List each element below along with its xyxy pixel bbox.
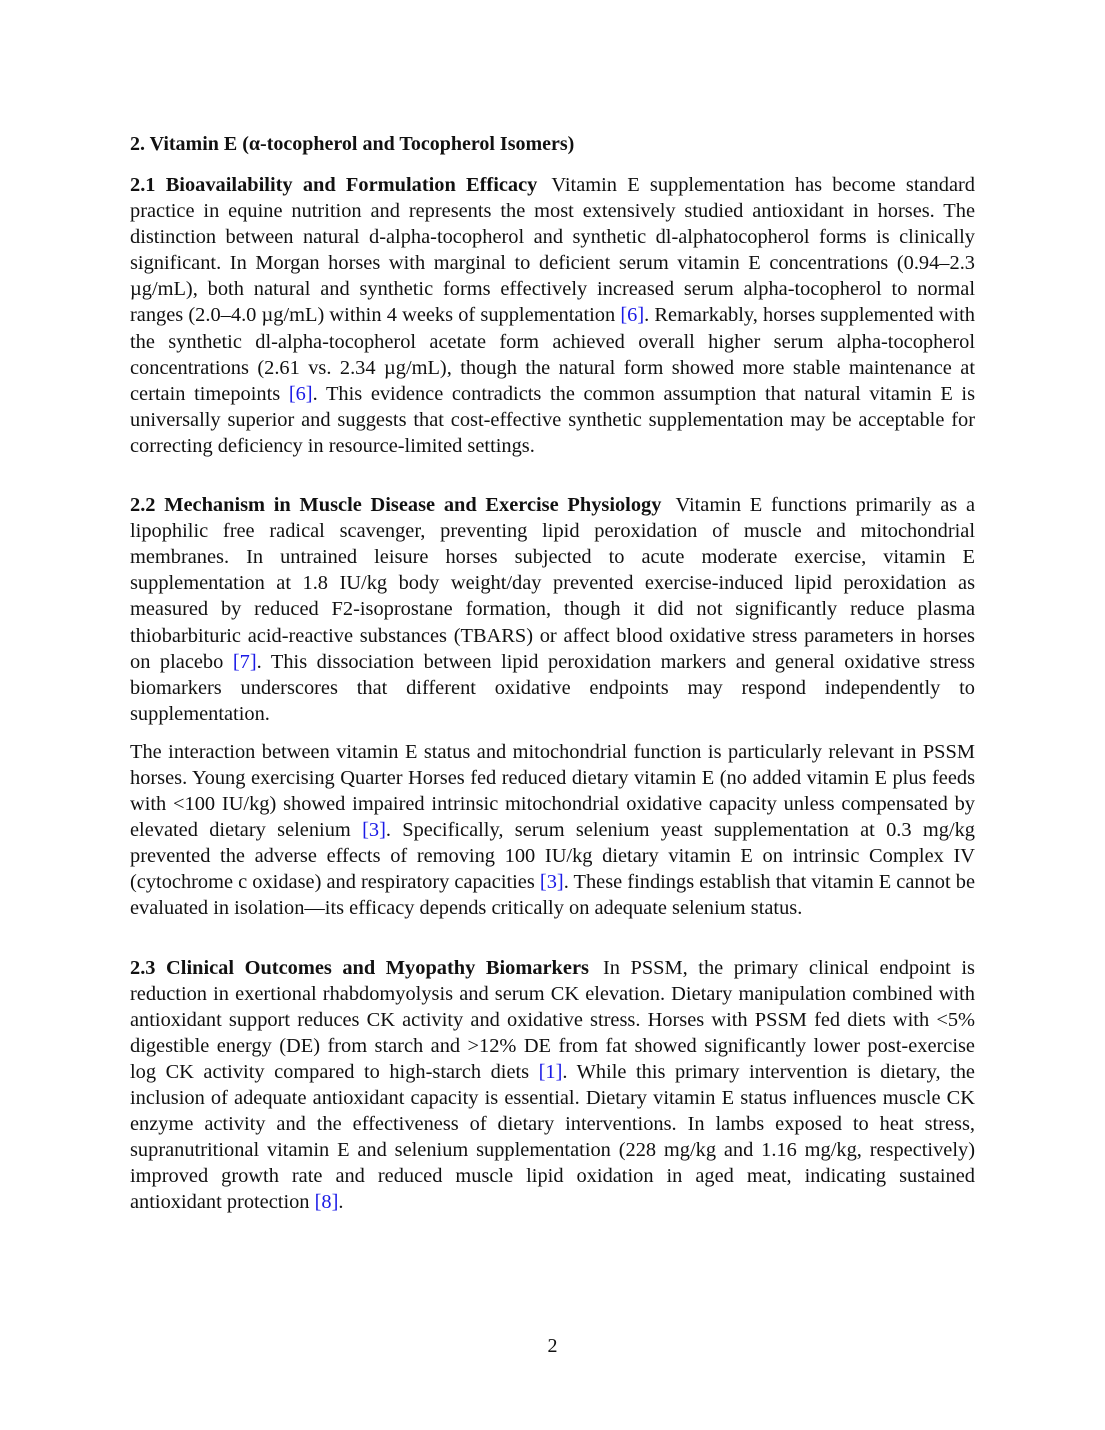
subsection-2-2-paragraph bbox=[130, 492, 975, 727]
body-text: The interaction between vitamin E status and mitochondrial function is particularly relevant in PSSM horses. Young exercising Quarter Horses fed reduced dietary vitamin E (no added vitamin E plus feeds with <100 IU/kg) showed impaired intrinsic mitochondrial oxidative capacity unless compensated by elevated dietary selenium bbox=[130, 740, 975, 842]
body-text: In PSSM, the primary clinical endpoint is reduction in exertional rhabdomyolysis and serum CK elevation. Dietary manipulation combined with antioxidant support reduces CK activity and oxidative stress. Horses with PSSM fed diets with <5% digestible energy (DE) from starch and >12% DE from fat showed significantly lower post-exercise log CK activity compared to high-starch diets bbox=[130, 956, 975, 1083]
body-text: . These findings establish that vitamin E cannot be evaluated in isolation—its efficacy depends critically on adequate selenium status. bbox=[130, 871, 976, 920]
citation-link[interactable]: [1] bbox=[538, 1060, 563, 1083]
body-text: . bbox=[338, 1191, 344, 1214]
body-text: . Remarkably, horses supplemented with the synthetic dl-alpha-tocopherol acetate form achieved overall higher serum alpha-tocopherol concentrations (2.61 vs. 2.34 µg/mL), though the natural form showed more stable maintenance at certain timepoints bbox=[130, 304, 975, 405]
citation-link[interactable]: [6] bbox=[288, 382, 313, 405]
body-text: . While this primary intervention is dietary, the inclusion of adequate antioxidant capacity is essential. Dietary vitamin E status influences muscle CK enzyme activity and the effectiveness of dietary interventions. In lambs exposed to heat stress, supranutritional vitamin E and selenium supplementation (228 mg/kg and 1.16 mg/kg, respectively) improved growth rate and reduced muscle lipid oxidation in aged meat, indicating sustained antioxidant protection bbox=[130, 1060, 975, 1214]
body-text: Vitamin E supplementation has become standard practice in equine nutrition and represents the most extensively studied antioxidant in horses. The distinction between natural d-alpha-tocopherol and synthetic dl-alphatocopherol forms is clinically significant. In Morgan horses with marginal to deficient serum vitamin E concentrations (0.94–2.3 µg/mL), both natural and synthetic forms effectively increased serum alpha-tocopherol to normal ranges (2.0–4.0 µg/mL) within 4 weeks of supplementation bbox=[130, 174, 975, 327]
subsection-2-2-paragraph-2 bbox=[130, 739, 975, 922]
body-text: . Specifically, serum selenium yeast supplementation at 0.3 mg/kg prevented the adverse effects of removing 100 IU/kg dietary vitamin E on intrinsic Complex IV (cytochrome c oxidase) and respiratory capacities bbox=[130, 819, 975, 894]
citation-link[interactable]: [3] bbox=[539, 871, 564, 894]
citation-link[interactable]: [7] bbox=[232, 650, 257, 673]
citation-link[interactable]: [3] bbox=[362, 819, 386, 842]
body-text: . This dissociation between lipid peroxidation markers and general oxidative stress biomarkers underscores that different oxidative endpoints may respond independently to supplementation. bbox=[130, 650, 975, 725]
document-page bbox=[130, 131, 975, 1215]
citation-link[interactable]: [8] bbox=[314, 1191, 339, 1214]
body-text: . This evidence contradicts the common assumption that natural vitamin E is universally superior and suggests that cost-effective synthetic supplementation may be acceptable for correcting deficiency in resource-limited settings. bbox=[130, 382, 975, 457]
subsection-heading: 2.1 Bioavailability and Formulation Efficacy bbox=[130, 174, 538, 196]
section-title: 2. Vitamin E (α-tocopherol and Tocopherol Isomers) bbox=[130, 133, 575, 155]
body-text: Vitamin E functions primarily as a lipophilic free radical scavenger, preventing lipid peroxidation of muscle and mitochondrial membranes. In untrained leisure horses subjected to acute moderate exercise, vitamin E supplementation at 1.8 IU/kg body weight/day prevented exercise-induced lipid peroxidation as measured by reduced F2-isoprostane formation, though it did not significantly reduce plasma thiobarbituric acid-reactive substances (TBARS) or affect blood oxidative stress parameters in horses on placebo bbox=[130, 494, 975, 673]
subsection-heading: 2.3 Clinical Outcomes and Myopathy Biomarkers bbox=[130, 956, 589, 979]
subsection-2-1-paragraph bbox=[130, 172, 975, 459]
subsection-heading: 2.2 Mechanism in Muscle Disease and Exercise Physiology bbox=[130, 494, 662, 517]
subsection-2-3-paragraph bbox=[130, 955, 975, 1216]
citation-link[interactable]: [6] bbox=[620, 304, 645, 327]
page-number: 2 bbox=[547, 1335, 558, 1357]
